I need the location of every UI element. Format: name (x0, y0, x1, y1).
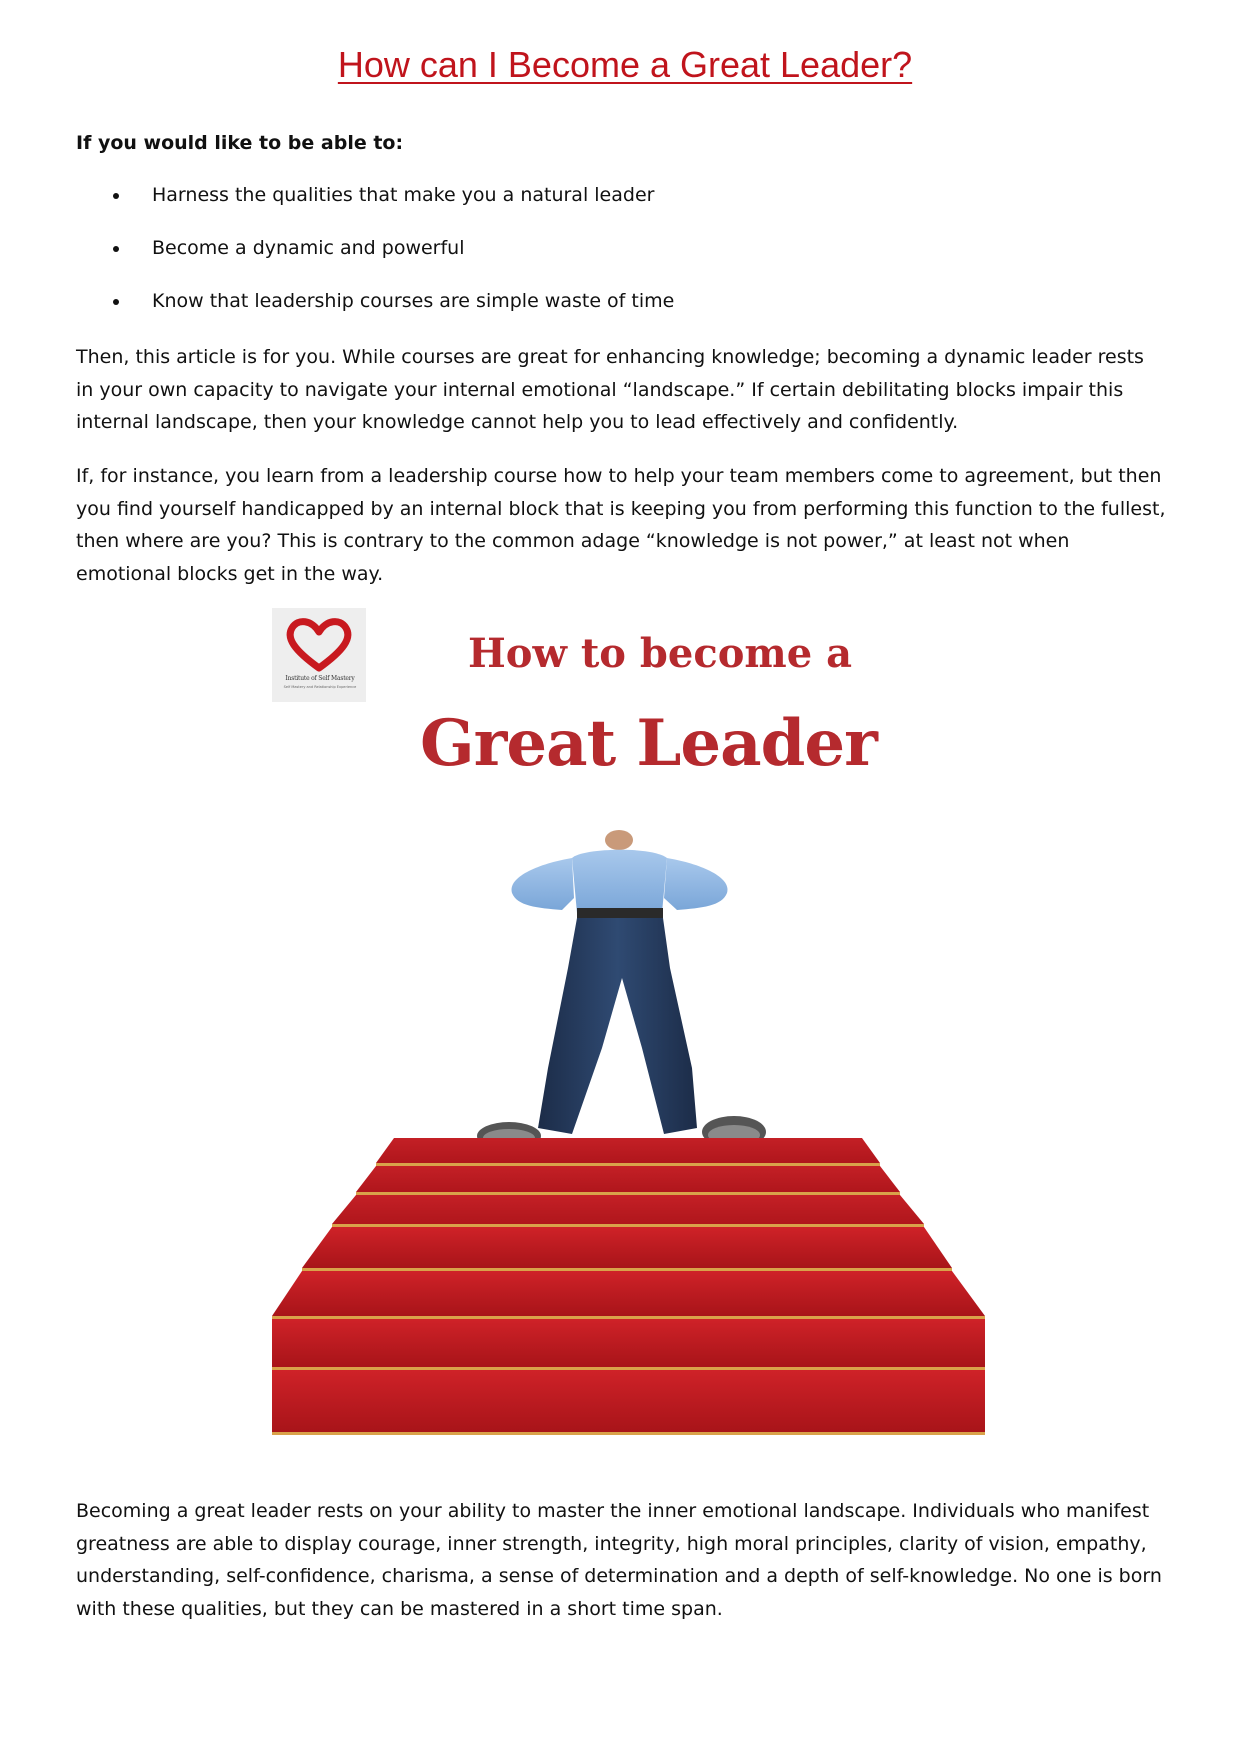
list-item (76, 179, 674, 232)
red-carpet-stairs (272, 1138, 985, 1435)
paragraph-1: Then, this article is for you. While courses are great for enhancing knowledge; becoming a dynamic leader rests in your own capacity to navigate your internal emotional “landscape.” If certain debilitating blocks impair this internal landscape, then your knowledge cannot help you to lead effectively and confidently. (76, 346, 1144, 433)
man-figure (477, 830, 766, 1150)
bullet-icon (113, 299, 119, 305)
bullet-text: Become a dynamic and powerful (152, 237, 465, 259)
man-on-stairs-image (272, 608, 985, 1442)
logo-tagline: Self Mastery and Relationship Experience (283, 685, 357, 689)
list-item (76, 232, 674, 285)
paragraph-3: Becoming a great leader rests on your ability to master the inner emotional landscape. Individuals who manifest greatness are able to display courage, inner strength, integrity, high moral principles, clarity of vision, empathy, understanding, self-confidence, charisma, a sense of determination and a depth of self-knowledge. No one is born with these qualities, but they can be mastered in a short time span. (76, 1500, 1162, 1620)
document-title: How can I Become a Great Leader? (337, 44, 913, 85)
leader-illustration (272, 608, 985, 1442)
paragraph-2: If, for instance, you learn from a leadership course how to help your team members come to agreement, but then you find yourself handicapped by an internal block that is keeping you from performing this function to the fullest, then where are you? This is contrary to the common adage “knowledge is not power,” at least not when emotional blocks get in the way. (76, 465, 1166, 585)
bullet-icon (113, 246, 119, 252)
bullet-text: Know that leadership courses are simple waste of time (152, 290, 675, 312)
list-item (76, 285, 674, 338)
poster-title: Great Leader (420, 706, 877, 781)
logo-name: Institute of Self Mastery (285, 675, 355, 682)
bullet-text: Harness the qualities that make you a natural leader (152, 184, 655, 206)
bullet-icon (113, 193, 119, 199)
poster-subtitle: How to become a (468, 630, 852, 677)
bullet-list (76, 179, 674, 338)
intro-text: If you would like to be able to: (76, 132, 404, 154)
